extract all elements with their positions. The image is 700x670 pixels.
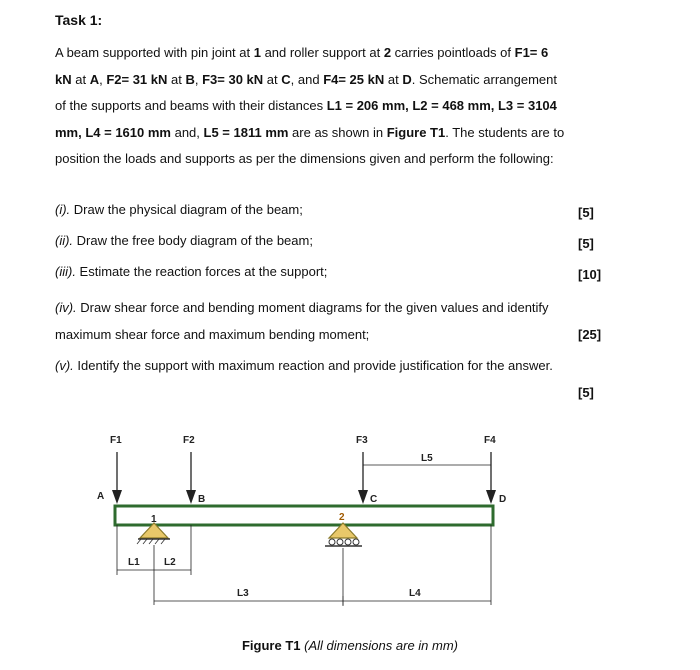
force-label-f2: F2 — [183, 435, 195, 446]
dimension-label-l5: L5 — [421, 453, 433, 464]
dimension-label-l2: L2 — [164, 557, 176, 568]
figure-caption: Figure T1 (All dimensions are in mm) — [241, 638, 458, 653]
marks-item-5: [5] — [578, 385, 594, 400]
dimension-label-l3: L3 — [237, 588, 249, 599]
question-item-2: (ii). Draw the free body diagram of the beam; — [55, 233, 313, 248]
marks-item-2: [5] — [578, 236, 594, 251]
marks-item-1: [5] — [578, 205, 594, 220]
question-item-4: (iv). Draw shear force and bending moment diagrams for the given values and identify maximum shear force and maximum bending moment; — [55, 300, 549, 342]
point-label-c: C — [370, 494, 378, 505]
dimension-label-l4: L4 — [409, 588, 421, 599]
support-label-1: 1 — [151, 514, 157, 525]
force-label-f4: F4 — [484, 435, 496, 446]
point-label-d: D — [499, 494, 507, 505]
marks-item-3: [10] — [578, 267, 602, 282]
force-arrow-f1 — [112, 452, 122, 504]
dimension-label-l1: L1 — [128, 557, 140, 568]
support-label-2: 2 — [339, 512, 345, 523]
task-description: A beam supported with pin joint at 1 and roller support at 2 carries pointloads of F1= 6 kN at A, F2= 31 kN at B, F3= 30 kN at C, and F4= 25 kN at D. Schematic arrangement of the supports and beams with their distances L1 = 206 mm, L2 = 468 mm, L3 = 3104 mm, L4 = 1610 mm and, L5 = 1811 mm are as shown in Figure T1. The students are to position the loads and supports as per the dimensions given and perform the following: — [55, 45, 565, 166]
dimension-l3-l4 — [154, 596, 491, 606]
beam — [115, 506, 493, 525]
point-label-a: A — [97, 491, 105, 502]
question-item-3: (iii). Estimate the reaction forces at the support; — [55, 264, 328, 279]
force-label-f1: F1 — [110, 435, 122, 446]
force-arrow-f2 — [186, 452, 196, 504]
marks-item-4: [25] — [578, 327, 602, 342]
task-title: Task 1: — [55, 12, 103, 28]
question-item-5: (v). Identify the support with maximum reaction and provide justification for the answer. — [55, 358, 553, 373]
question-item-1: (i). Draw the physical diagram of the beam; — [55, 202, 303, 217]
point-label-b: B — [198, 494, 206, 505]
force-label-f3: F3 — [356, 435, 368, 446]
beam-figure — [0, 410, 700, 670]
